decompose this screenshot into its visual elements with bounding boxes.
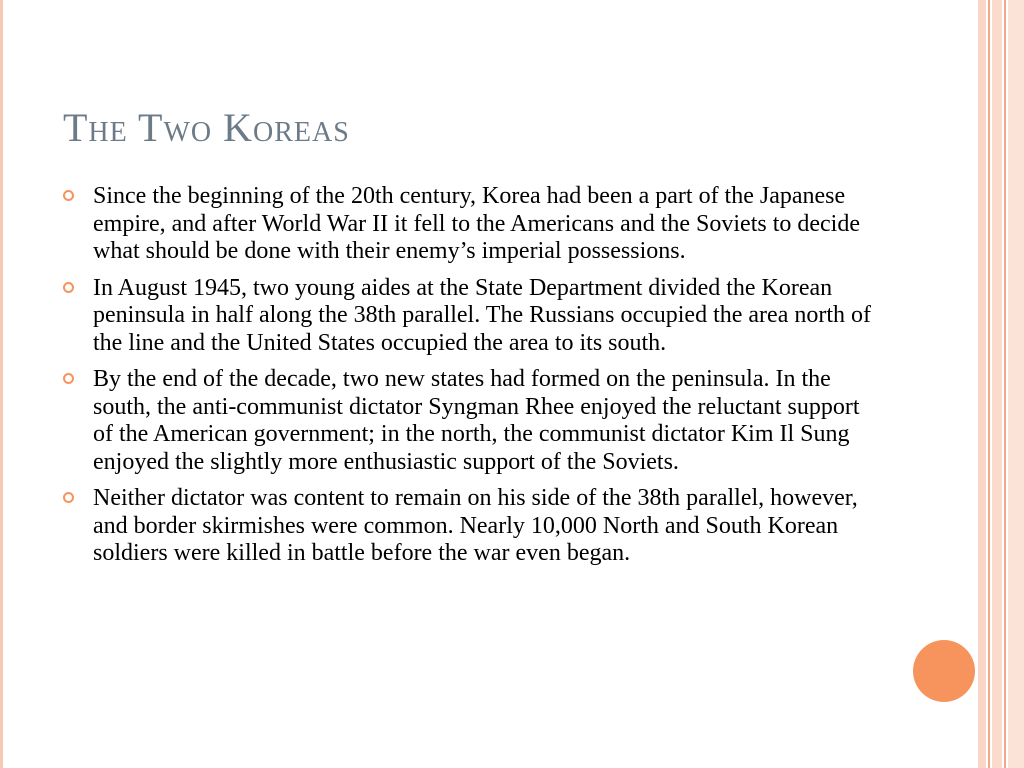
bullet-list bbox=[63, 183, 883, 577]
right-stripe-decoration bbox=[992, 0, 1002, 768]
right-stripe-decoration bbox=[988, 0, 990, 768]
bullet-text: In August 1945, two young aides at the State Department divided the Korean peninsula in half along the 38th parallel. The Russians occupied the area north of the line and the United States occupied the area to its south. bbox=[93, 274, 871, 356]
bullet-item bbox=[63, 275, 883, 358]
bullet-item bbox=[63, 183, 883, 266]
right-stripe-decoration bbox=[1004, 0, 1006, 768]
slide-title: The Two Koreas bbox=[63, 105, 350, 150]
bullet-text: Neither dictator was content to remain on his side of the 38th parallel, however, and border skirmishes were common. Nearly 10,000 North and South Korean soldiers were killed in battle before the war even began. bbox=[93, 485, 858, 566]
bullet-text: By the end of the decade, two new states had formed on the peninsula. In the south, the anti-communist dictator Syngman Rhee enjoyed the reluctant support of the American government; in the north, the communist dictator Kim Il Sung enjoyed the slightly more enthusiastic support of the Soviets. bbox=[93, 366, 860, 475]
right-stripe-decoration bbox=[978, 0, 986, 768]
left-border-decoration bbox=[0, 0, 3, 768]
bullet-circle-icon bbox=[63, 492, 74, 503]
bullet-item bbox=[63, 366, 883, 476]
bullet-text: Since the beginning of the 20th century, Korea had been a part of the Japanese empire, and after World War II it fell to the Americans and the Soviets to decide what should be done with their enemy’s imperial possessions. bbox=[93, 183, 861, 264]
decorative-circle bbox=[913, 640, 975, 702]
bullet-item bbox=[63, 485, 883, 568]
bullet-circle-icon bbox=[63, 373, 74, 384]
bullet-circle-icon bbox=[63, 282, 74, 293]
right-stripe-decoration bbox=[1008, 0, 1024, 768]
bullet-circle-icon bbox=[63, 190, 74, 201]
